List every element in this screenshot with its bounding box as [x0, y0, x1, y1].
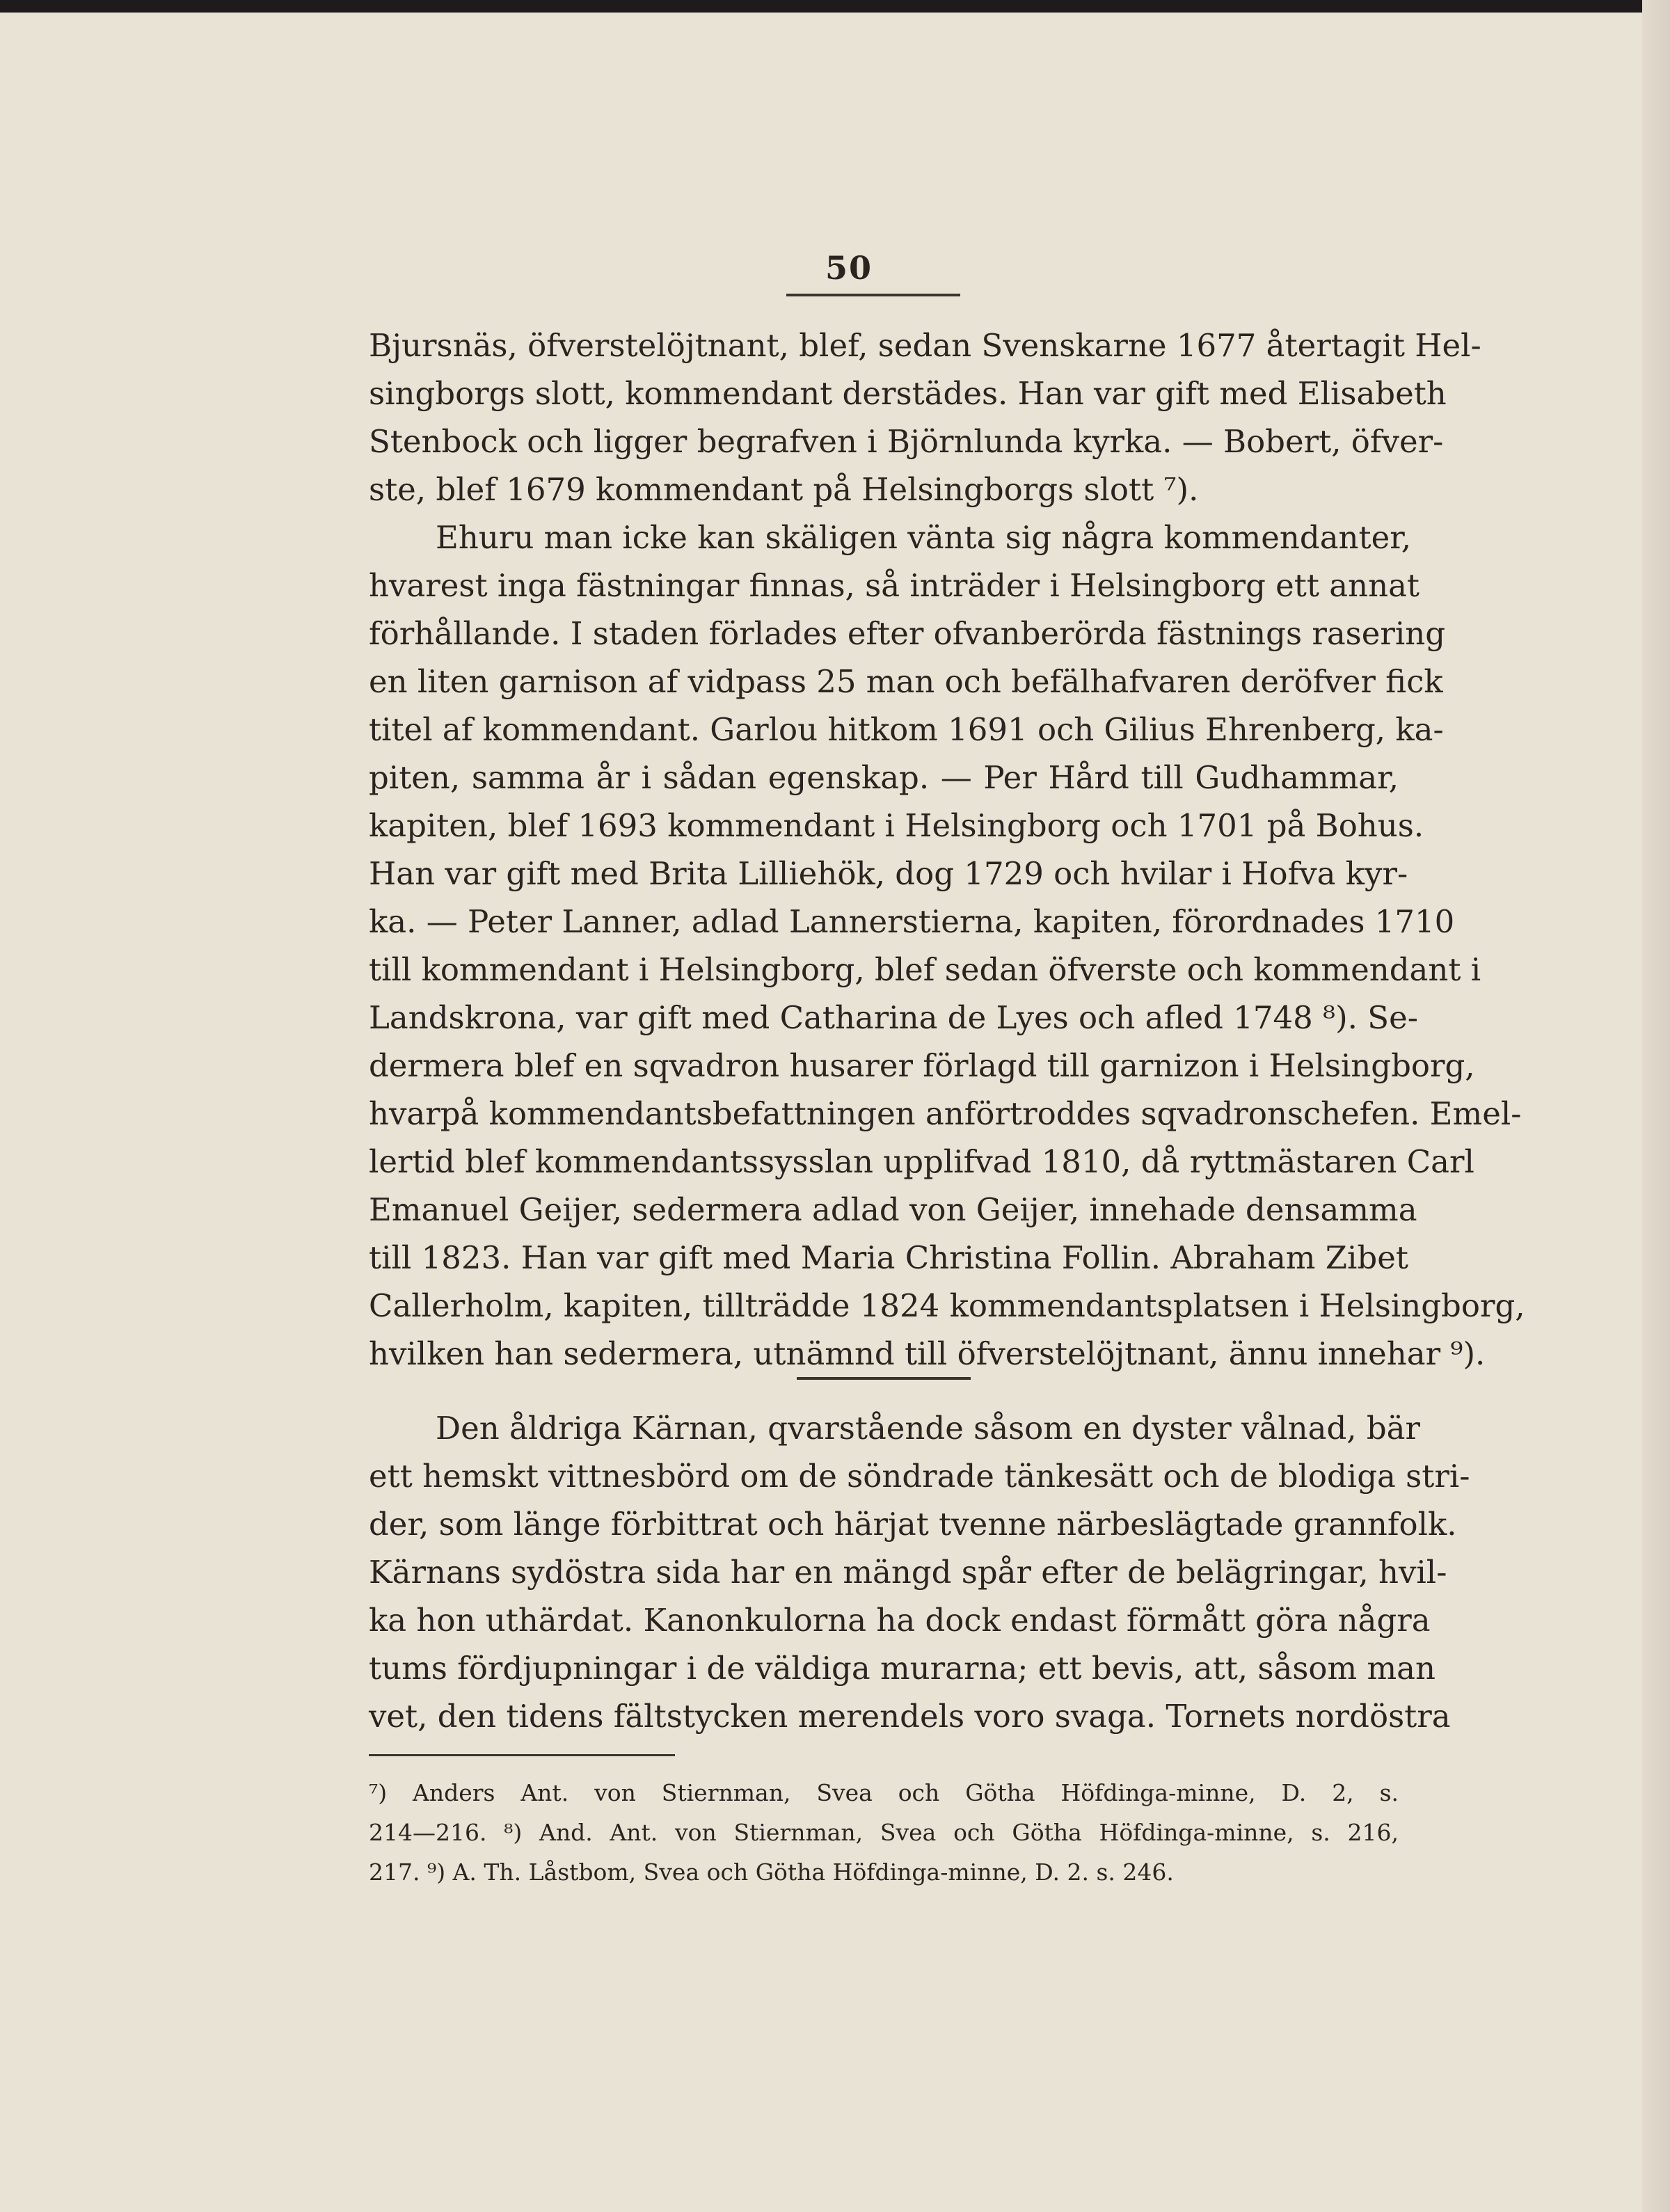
text-line: ste, blef 1679 kommendant på Helsingborgs slott ⁷). [369, 471, 1199, 508]
text-line: piten, samma år i sådan egenskap. — Per Hård till Gudhammar, [369, 759, 1399, 796]
text-line: vet, den tidens fältstycken merendels voro svaga. Tornets nordöstra [369, 1698, 1451, 1735]
text-line: Kärnans sydöstra sida har en mängd spår efter de belägringar, hvil- [369, 1554, 1447, 1591]
scan-top-edge [0, 0, 1670, 13]
text-line: dermera blef en sqvadron husarer förlagd till garnizon i Helsingborg, [369, 1047, 1475, 1084]
text-line: lertid blef kommendantssysslan upplifvad 1810, då ryttmästaren Carl [369, 1143, 1474, 1180]
text-line: förhållande. I staden förlades efter ofvanberörda fästnings rasering [369, 615, 1446, 652]
text-line: hvilken han sedermera, utnämnd till öfverstelöjtnant, ännu innehar ⁹). [369, 1335, 1486, 1372]
text-line: till 1823. Han var gift med Maria Christina Follin. Abraham Zibet [369, 1239, 1408, 1276]
text-line: Stenbock och ligger begrafven i Björnlunda kyrka. — Bobert, öfver- [369, 423, 1444, 460]
footnote-rule [369, 1754, 675, 1756]
text-line: singborgs slott, kommendant derstädes. Han var gift med Elisabeth [369, 375, 1447, 412]
text-line: tums fördjupningar i de väldiga murarna; ett bevis, att, såsom man [369, 1650, 1436, 1687]
text-line: en liten garnison af vidpass 25 man och befälhafvaren deröfver fick [369, 663, 1443, 700]
page-number: 50 [825, 249, 873, 287]
text-line: hvarpå kommendantsbefattningen anförtroddes sqvadronschefen. Emel- [369, 1095, 1522, 1132]
text-line: ett hemskt vittnesbörd om de söndrade tänkesätt och de blodiga stri- [369, 1458, 1470, 1495]
text-line: Den åldriga Kärnan, qvarstående såsom en dyster vålnad, bär [436, 1410, 1421, 1447]
text-line: Han var gift med Brita Lilliehök, dog 1729 och hvilar i Hofva kyr- [369, 855, 1408, 892]
text-line: der, som länge förbittrat och härjat tvenne närbeslägtade grannfolk. [369, 1506, 1457, 1543]
footnotes [369, 1773, 1399, 1892]
text-line: titel af kommendant. Garlou hitkom 1691 och Gilius Ehrenberg, ka- [369, 711, 1444, 748]
text-line: Ehuru man icke kan skäligen vänta sig några kommendanter, [436, 519, 1412, 556]
text-line: Landskrona, var gift med Catharina de Lyes och afled 1748 ⁸). Se- [369, 999, 1418, 1036]
text-line: Bjursnäs, öfverstelöjtnant, blef, sedan Svenskarne 1677 återtagit Hel- [369, 327, 1481, 364]
text-line: till kommendant i Helsingborg, blef sedan öfverste och kommendant i [369, 951, 1481, 988]
footnote-line: 214—216. ⁸) And. Ant. von Stiernman, Svea och Götha Höfdinga-minne, s. 216, [369, 1819, 1399, 1846]
scan-right-edge [1642, 0, 1670, 2212]
main-text-block-2 [369, 1404, 1470, 1740]
text-line: Emanuel Geijer, sedermera adlad von Geijer, innehade densamma [369, 1191, 1417, 1228]
text-line: ka. — Peter Lanner, adlad Lannerstierna, kapiten, förordnades 1710 [369, 903, 1455, 940]
text-line: Callerholm, kapiten, tillträdde 1824 kommendantsplatsen i Helsingborg, [369, 1287, 1525, 1324]
page-number-rule [786, 294, 960, 296]
text-line: hvarest inga fästningar finnas, så inträder i Helsingborg ett annat [369, 567, 1420, 604]
text-line: ka hon uthärdat. Kanonkulorna ha dock endast förmått göra några [369, 1602, 1431, 1639]
section-divider [797, 1377, 971, 1380]
main-text-block-1 [369, 321, 1525, 1378]
text-line: kapiten, blef 1693 kommendant i Helsingborg och 1701 på Bohus. [369, 807, 1424, 844]
footnote-line: ⁷) Anders Ant. von Stiernman, Svea och Götha Höfdinga-minne, D. 2, s. [369, 1779, 1399, 1806]
footnote-line: 217. ⁹) A. Th. Låstbom, Svea och Götha Höfdinga-minne, D. 2. s. 246. [369, 1859, 1174, 1886]
